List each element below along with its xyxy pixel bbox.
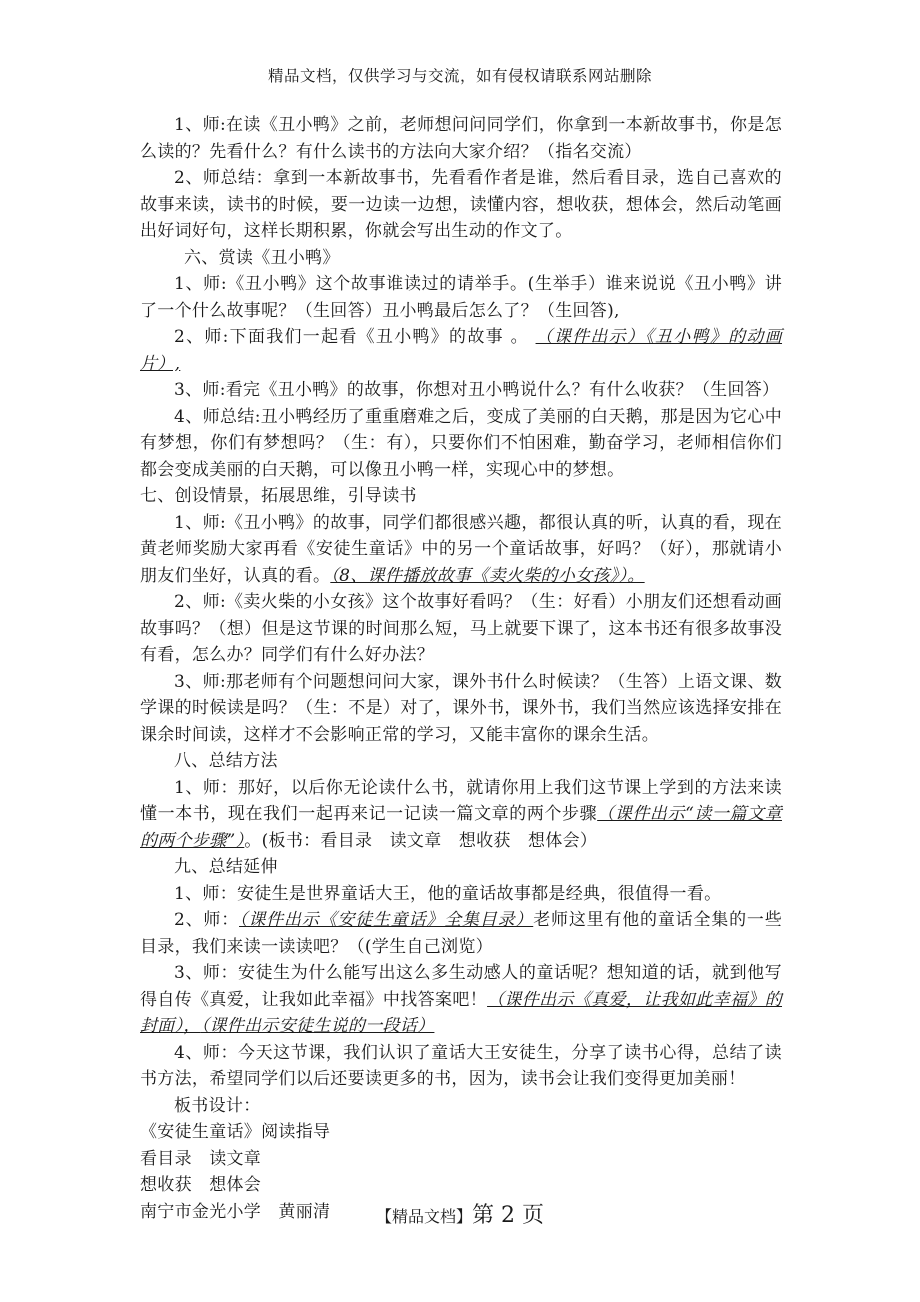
page-header: 精品文档，仅供学习与交流，如有侵权请联系网站删除 [267,67,652,85]
paragraph [140,324,782,377]
paragraph [140,960,782,1040]
paragraph: 3、师:那老师有个问题想问问大家，课外书什么时候读？（生答）上语文课、数学课的时候读是吗？（生：不是）对了，课外书，课外书，我们当然应该选择安排在课余时间读，这样才不会影响正常的学习，又能丰富你的课余生活。 [140,671,782,745]
paragraph [140,510,782,590]
paragraph: 4、师总结:丑小鸭经历了重重磨难之后，变成了美丽的白天鹅，那是因为它心中有梦想，你们有梦想吗？（生：有），只要你们不怕困难，勤奋学习，老师相信你们都会变成美丽的白天鹅，可以像丑小鸭一样，实现心中的梦想。 [140,406,782,480]
paragraph: 1、师：安徒生是世界童话大王，他的童话故事都是经典，很值得一看。 [174,883,722,904]
paragraph: 4、师：今天这节课，我们认识了童话大王安徒生，分享了读书心得，总结了读书方法，希望同学们以后还要读更多的书，因为，读书会让我们变得更加美丽！ [140,1042,782,1089]
paragraph: 1、师:《丑小鸭》这个故事谁读过的请举手。(生举手）谁来说说《丑小鸭》讲了一个什么故事呢？（生回答）丑小鸭最后怎么了？（生回答), [140,274,782,321]
paragraph-text: 2、师:下面我们一起看《丑小鸭》的故事 。 [174,327,536,347]
section-heading-7: 七、创设情景，拓展思维，引导读书 [140,486,417,506]
footer-label: 【精品文档】 [376,1207,473,1226]
paragraph: 1、师:在读《丑小鸭》之前，老师想问问同学们，你拿到一本新故事书，你是怎么读的？先看什么？有什么读书的方法向大家介绍？（指名交流） [140,115,782,162]
page-footer [0,1198,920,1229]
paragraph-text: 1、师：那好，以后你无论读什么书，就请你用上我们这节课上学到的方法来读懂一本书，现在我们一起再来记一记读一篇文章的两个步骤 [140,777,782,824]
board-design-label: 板书设计： [174,1095,261,1116]
courseware-note: （8、课件播放故事《卖火柴的小女孩》）。 [330,565,645,586]
courseware-note: （课件出示《真爱，让我如此幸福》的封面） [140,989,783,1036]
board-line: 想收获 想体会 [140,1175,262,1195]
board-line: 看目录 读文章 [140,1148,262,1169]
paragraph-text: 2、师： [174,910,240,930]
paragraph [140,907,782,960]
board-title: 《安徒生童话》阅读指导 [140,1122,331,1142]
section-heading-9: 九、总结延伸 [174,857,278,877]
courseware-note: （课件出示安徒生说的一段话） [200,1016,435,1036]
paragraph [140,775,782,855]
section-heading-8: 八、总结方法 [174,751,278,771]
author-signature: 南宁市金光小学 黄丽清 [140,1201,331,1222]
paragraph-text: 3、师：安徒生为什么能写出这么多生动感人的童话呢？想知道的话，就到他写得自传《真爱，让我如此幸福》中找答案吧！ [140,963,782,1010]
paragraph-text: 。(板书：看目录 读文章 想收获 想体会） [244,830,598,851]
page-number: 第 2 页 [472,1203,544,1228]
document-body [140,112,782,1225]
paragraph-text: 1、师:《丑小鸭》的故事，同学们都很感兴趣，都很认真的听，认真的看，现在黄老师奖励大家再看《安徒生童话》中的另一个童话故事，好吗？（好），那就请小朋友们坐好，认真的看。 [140,512,782,586]
paragraph: 2、师:《卖火柴的小女孩》这个故事好看吗？（生：好看）小朋友们还想看动画故事吗？（想）但是这节课的时间那么短，马上就要下课了，这本书还有很多故事没有看，怎么办？同学们有什么好办法？ [140,592,782,665]
paragraph-text: 老师这里有他的童话全集的一些目录，我们来读一读读吧？（(学生自己浏览） [140,910,782,957]
courseware-note: （课件出示）《丑小鸭》的动画片）, [140,327,783,374]
paragraph: 3、师:看完《丑小鸭》的故事，你想对丑小鸭说什么？有什么收获？（生回答） [174,380,780,400]
section-heading-6: 六、赏读《丑小鸭》 [184,247,340,268]
paragraph: 2、师总结：拿到一本新故事书，先看看作者是谁，然后看目录，选自己喜欢的故事来读，读书的时候，要一边读一边想，读懂内容，想收获，想体会，然后动笔画出好词好句，这样长期积累，你就会写出生动的作文了。 [140,168,782,241]
courseware-note: （课件出示“读一篇文章的两个步骤”） [140,804,782,851]
courseware-separator: ， [183,1016,201,1036]
courseware-note: （课件出示《安徒生童话》全集目录） [239,910,534,930]
